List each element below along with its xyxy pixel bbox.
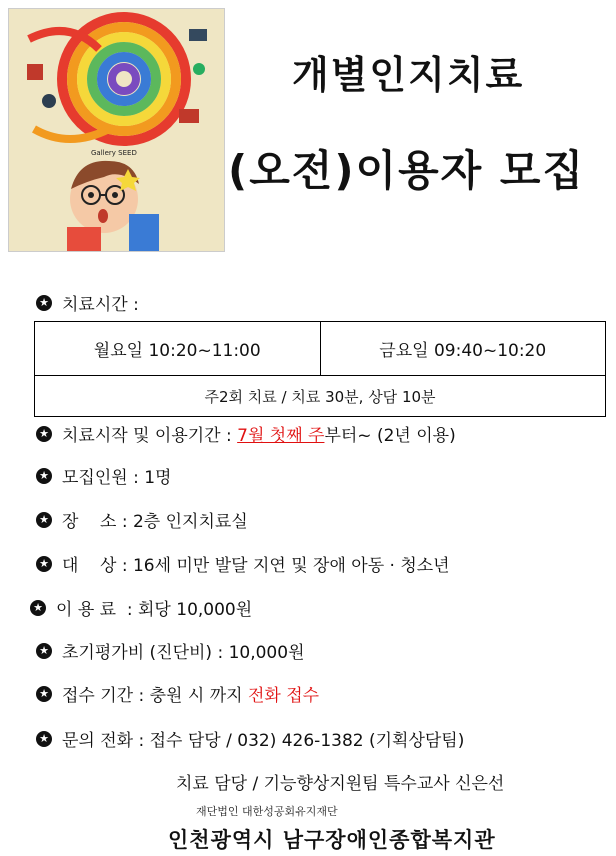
star-bullet-icon: ★: [36, 512, 52, 528]
target-item: [36, 551, 450, 576]
start-period-rest: 부터~ (2년 이용): [324, 426, 456, 446]
start-period-item: [36, 421, 456, 446]
start-period-highlight: 7월 첫째 주: [237, 426, 325, 446]
schedule-table: [34, 321, 606, 417]
recruit-text: 모집인원 : 1명: [62, 468, 172, 488]
fee-item: [30, 595, 252, 620]
schedule-item: [36, 290, 139, 315]
start-period-label: 치료시작 및 이용기간 :: [62, 426, 238, 446]
fee-text: 이 용 료 : 회당 10,000원: [56, 600, 253, 620]
page-subtitle: (오전)이용자 모집: [228, 146, 586, 195]
poster-illustration: [8, 8, 225, 252]
schedule-note: 주2회 치료 / 치료 30분, 상담 10분: [35, 376, 606, 417]
star-bullet-icon: ★: [36, 643, 52, 659]
schedule-label: 치료시간 :: [62, 295, 139, 315]
inquiry-second-line: [176, 769, 504, 794]
star-bullet-icon: ★: [36, 468, 52, 484]
target-text: 대 상 : 16세 미만 발달 지연 및 장애 아동 · 청소년: [62, 556, 450, 576]
child-with-rainbow-illustration: [9, 9, 224, 251]
star-bullet-icon: ★: [36, 731, 52, 747]
page-title: 개별인지치료: [292, 53, 525, 97]
place-text: 장 소 : 2층 인지치료실: [62, 512, 248, 532]
inquiry-text: 문의 전화 : 접수 담당 / 032) 426-1382 (기획상담팀): [62, 731, 465, 751]
organization-foundation: 재단법인 대한성공회유지재단: [196, 805, 338, 818]
star-bullet-icon: ★: [36, 426, 52, 442]
inquiry-item: [36, 726, 464, 751]
reception-label: 접수 기간 : 충원 시 까지: [62, 686, 248, 706]
reception-highlight: 전화 접수: [247, 686, 320, 706]
inquiry-text-2: 치료 담당 / 기능향상지원팀 특수교사 신은선: [176, 774, 505, 794]
reception-item: [36, 681, 319, 706]
star-bullet-icon: ★: [30, 600, 46, 616]
place-item: [36, 507, 248, 532]
monday-slot: 월요일 10:20~11:00: [35, 322, 321, 376]
star-bullet-icon: ★: [36, 686, 52, 702]
eval-fee-item: [36, 638, 305, 663]
recruit-item: [36, 463, 171, 488]
eval-fee-text: 초기평가비 (진단비) : 10,000원: [62, 643, 305, 663]
star-bullet-icon: ★: [36, 556, 52, 572]
star-bullet-icon: ★: [36, 295, 52, 311]
friday-slot: 금요일 09:40~10:20: [320, 322, 606, 376]
organization-name: 인천광역시 남구장애인종합복지관: [168, 828, 496, 852]
art-caption: Gallery SEED: [91, 149, 137, 157]
